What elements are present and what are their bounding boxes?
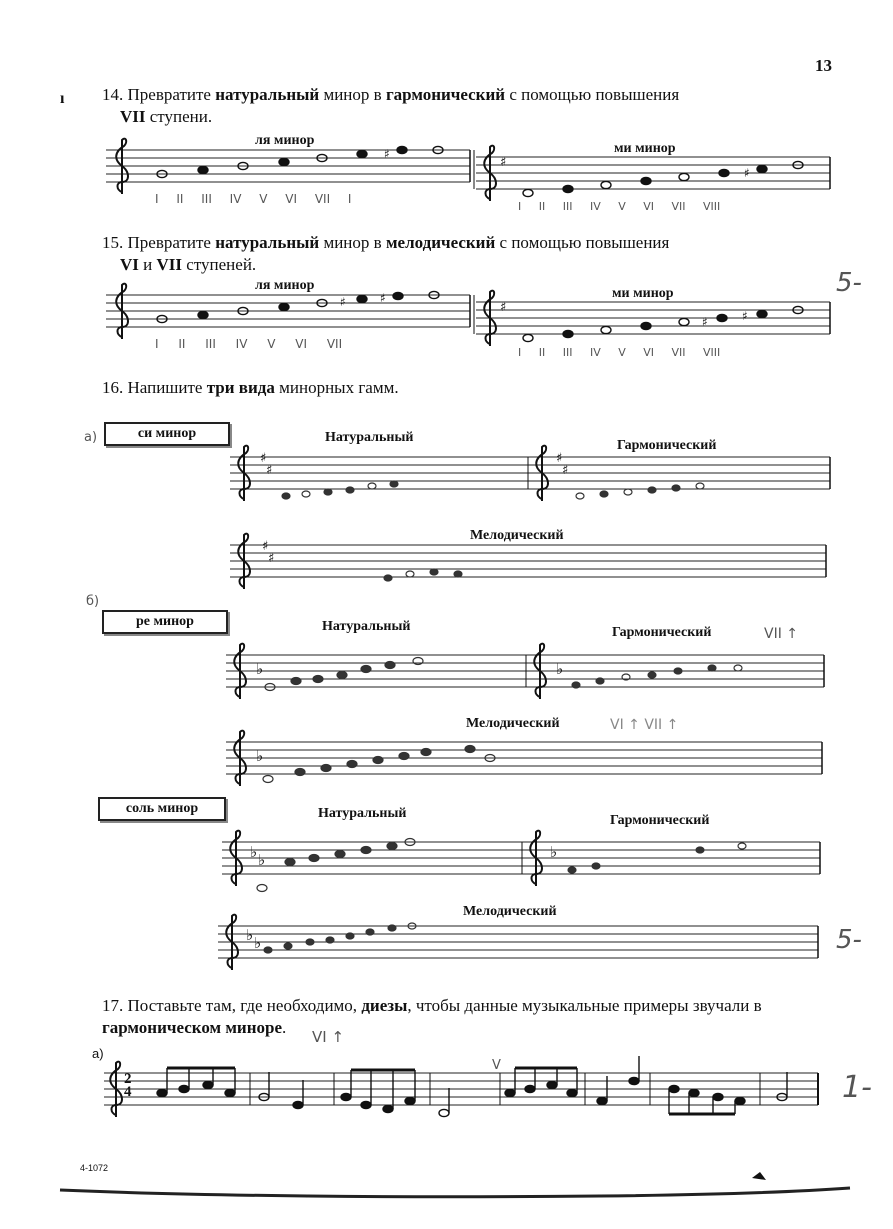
task-14-degrees-left: I II III IV V VI VII I [155,192,352,206]
sharp-f-14: ♯ [500,155,507,170]
task-16-text: 16. Напишите три вида минорных гамм. [102,378,399,397]
sharp-b-1: ♯ [260,451,267,466]
task-15-label-a-minor: ля минор [255,278,315,293]
flat-d-1: ♭ [256,660,264,678]
svg-text:♯: ♯ [340,295,346,309]
d-minor-melodic-hand-note: VI ↑ VII ↑ [610,717,679,733]
sharp-b-2: ♯ [262,539,269,554]
svg-text:♯: ♯ [742,309,748,323]
svg-text:♯: ♯ [268,551,275,566]
d-minor-melodic-label: Мелодический [466,716,560,731]
task-17-grade: 1- [842,1070,872,1105]
staff-lines [104,150,830,1105]
time-signature: 2 4 [124,1071,132,1100]
task-14-text: 14. Превратите натуральный минор в гармонический с помощью повышения VII ступени. [102,85,680,126]
staff-task-14-right [476,157,830,189]
d-minor-natural-label: Натуральный [322,619,411,634]
staff-task-17 [104,1073,818,1105]
footer-code: 4-1072 [80,1163,109,1173]
d-minor-hand-note: VII ↑ [764,626,799,642]
staff-b-minor-row1 [230,457,830,489]
svg-text:♯: ♯ [266,463,273,478]
sharp-b-h: ♯ [556,451,563,466]
b-minor-natural-label: Натуральный [325,430,414,445]
bar-lines [250,150,830,1105]
svg-text:♯: ♯ [702,315,708,329]
flat-d-h: ♭ [556,660,564,678]
g-minor-harmonic-label: Гармонический [610,813,710,828]
sharp-f-15: ♯ [500,300,507,315]
flat-d-2: ♭ [256,747,264,765]
svg-text:♯: ♯ [744,166,750,180]
task-16-marker-b: б) [86,594,100,609]
key-box-b-minor: си минор [104,422,230,446]
staff-b-minor-row2 [230,545,826,577]
svg-text:♭: ♭ [258,851,266,869]
page-number: 13 [815,56,832,75]
key-box-g-minor: соль минор [98,797,226,821]
task-17-hand-v: V [492,1058,501,1073]
task-16-grade: 5- [836,925,862,955]
svg-text:♭: ♭ [254,934,262,952]
svg-text:♯: ♯ [562,463,569,478]
flat-g-2: ♭ [246,926,254,944]
page-edge [60,1188,850,1197]
staff-d-minor-row2 [226,742,822,774]
svg-text:♯: ♯ [384,147,390,161]
task-17-marker-a: а) [92,1046,104,1061]
task-17-melody [157,1056,787,1117]
margin-mark: ı [60,90,65,107]
b-minor-harmonic-label: Гармонический [617,438,717,453]
ink-blot [752,1172,766,1180]
task-15-grade: 5- [836,268,862,298]
staff-task-15-right [476,302,830,334]
task-15-degrees-right: I II III IV V VI VII VIII [518,346,721,359]
flat-g-h: ♭ [550,843,558,861]
task-15-label-e-minor: ми минор [612,286,674,301]
task-15-degrees-left: I II III IV V VI VII [155,337,343,351]
svg-text:♯: ♯ [380,291,386,305]
scale-notes [157,146,803,341]
flat-g-1: ♭ [250,843,258,861]
key-box-d-minor: ре минор [102,610,228,634]
task-15-text: 15. Превратите натуральный минор в мелодический с помощью повышения VI и VII ступеней. [102,233,670,274]
task-14-label-e-minor: ми минор [614,141,676,156]
task-17-text: 17. Поставьте там, где необходимо, диезы, чтобы данные музыкальные примеры звучали в гармоническом миноре. [102,996,762,1037]
task-14-degrees-right: I II III IV V VI VII VIII [518,200,721,213]
b-minor-melodic-label: Мелодический [470,528,564,543]
d-minor-harmonic-label: Гармонический [612,625,712,640]
task-17-hand-note: VI ↑ [312,1028,345,1046]
task-16-marker-a: а) [84,430,98,445]
task-14-label-a-minor: ля минор [255,133,315,148]
g-minor-melodic-label: Мелодический [463,904,557,919]
treble-clefs [110,139,548,1117]
handwritten-scale-notes [257,481,746,953]
g-minor-natural-label: Натуральный [318,806,407,821]
